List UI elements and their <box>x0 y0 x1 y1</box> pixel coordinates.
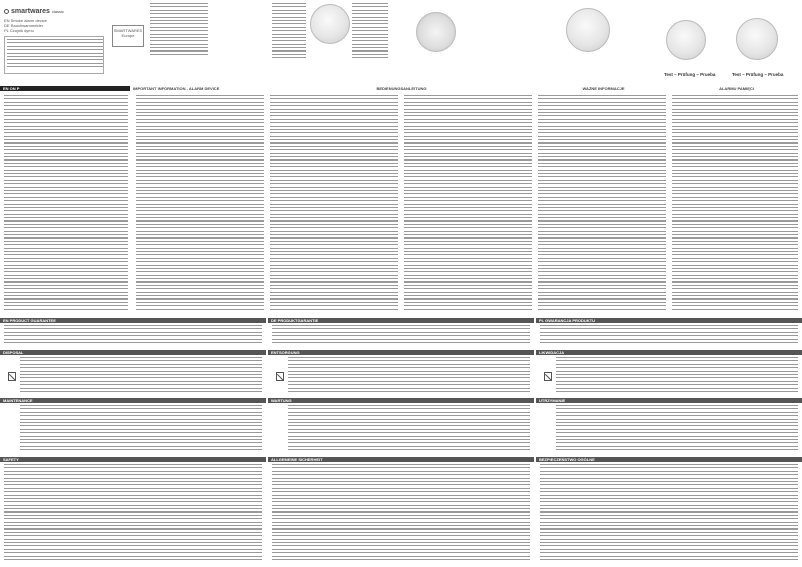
test-label-1: Test – Prüfung – Prueba <box>664 72 716 77</box>
en-safety-text <box>4 464 262 564</box>
weee-bin-icon <box>276 372 284 381</box>
pl-title: WAŻNE INFORMACJE <box>536 86 668 91</box>
pl-safety-text <box>540 464 798 564</box>
pl-guarantee-text <box>540 325 798 345</box>
de-guarantee-bar: DE PRODUKTGARANTIE <box>268 318 534 323</box>
de-maintenance-bar: WARTUNG <box>268 398 534 403</box>
en-disposal-text <box>20 357 262 395</box>
pl-maintenance-text <box>556 405 798 453</box>
en-guarantee-text <box>4 325 262 345</box>
smoke-alarm-test-image-2 <box>736 18 778 60</box>
de-disposal-text <box>288 357 530 395</box>
de-maintenance-text <box>288 405 530 453</box>
smoke-alarm-back-image <box>416 12 456 52</box>
smoke-alarm-test-image-1 <box>666 20 706 60</box>
certification-logo: SMARTWARES Europe <box>112 25 144 47</box>
smoke-alarm-front-image <box>310 4 350 44</box>
pl-col-1 <box>538 95 666 315</box>
en-disposal-bar: DISPOSAL <box>0 350 266 355</box>
brand-logo: smartwares classic <box>4 8 64 15</box>
smoke-alarm-mounted-image <box>566 8 610 52</box>
product-names: EN Smoke alarm device DE Rauchwarnmelder PL Czujnik dymu <box>4 18 47 33</box>
en-maintenance-bar: MAINTENANCE <box>0 398 266 403</box>
en-safety-bar: SAFETY <box>0 457 266 462</box>
test-label-2: Test – Prüfung – Prueba <box>732 72 784 77</box>
pl-disposal-text <box>556 357 798 395</box>
en-col-1 <box>4 95 128 315</box>
de-disposal-bar: ENTSORGUNG <box>268 350 534 355</box>
pl-col-2 <box>672 95 798 315</box>
label-legend-1 <box>272 3 306 65</box>
de-col-2 <box>404 95 532 315</box>
de-col-1 <box>270 95 398 315</box>
pl-safety-bar: BEZPIECZEŃSTWO OGÓLNE <box>536 457 802 462</box>
de-title: BEDIENUNGSANLEITUNG <box>268 86 532 91</box>
pl-maintenance-bar: UTRZYMANIE <box>536 398 802 403</box>
weee-bin-icon <box>544 372 552 381</box>
en-guarantee-bar: EN PRODUCT GUARANTEE <box>0 318 266 323</box>
safety-notice-box <box>4 36 104 74</box>
contact-text <box>150 3 208 63</box>
weee-bin-icon <box>8 372 16 381</box>
en-maintenance-text <box>20 405 262 453</box>
de-safety-text <box>272 464 530 564</box>
en-title: IMPORTANT INFORMATION - ALARM DEVICE <box>130 86 264 91</box>
pl-guarantee-bar: PL GWARANCJA PRODUKTU <box>536 318 802 323</box>
top-strip <box>0 0 802 78</box>
en-header-bar: EN ON P <box>0 86 130 91</box>
pl-title-right: ALARMU PAMIĘCI <box>670 86 800 91</box>
label-legend-2 <box>352 3 388 65</box>
de-guarantee-text <box>272 325 530 345</box>
pl-disposal-bar: LIKWIDACJA <box>536 350 802 355</box>
de-safety-bar: ALLGEMEINE SICHERHEIT <box>268 457 534 462</box>
brand-icon <box>4 9 9 14</box>
en-col-2 <box>136 95 264 315</box>
